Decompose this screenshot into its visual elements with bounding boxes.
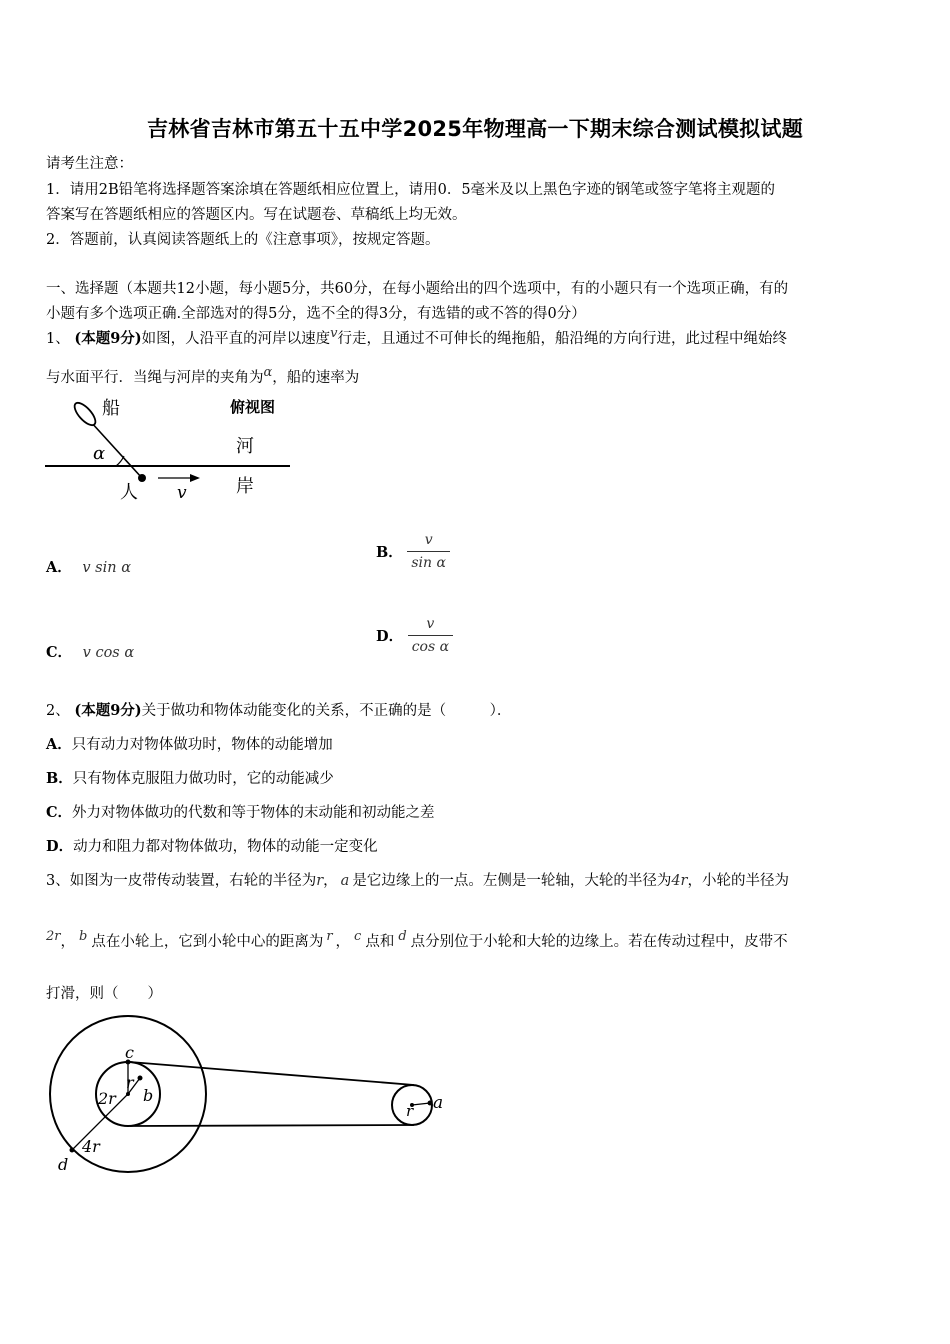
- point-a: [428, 1101, 433, 1106]
- q3-text-line-2: 2r， b 点在小轮上，它到小轮中心的距离为 r ， c 点和 d 点分别位于小轮和大轮的边缘上。若在传动过程中，皮带不: [46, 929, 788, 950]
- q1-option-a: A． v sin α: [46, 559, 131, 576]
- label-small-r: r: [126, 1073, 134, 1092]
- section-heading-line-2: 小题有多个选项正确.全部选对的得5分，选不全的得3分，有选错的或不答的得0分）: [46, 306, 586, 322]
- q1-number: 1、: [46, 331, 70, 347]
- q3-figure: [40, 1010, 460, 1180]
- q1-var-alpha: α: [263, 365, 273, 380]
- q2-option-d: D．动力和阻力都对物体做功，物体的动能一定变化: [46, 838, 378, 855]
- q1-figure: [40, 392, 300, 507]
- q1-option-c: C． v cos α: [46, 644, 135, 661]
- person-dot: [138, 474, 146, 482]
- q2-option-b: B．只有物体克服阻力做功时，它的动能减少: [46, 770, 334, 787]
- radius-a: [412, 1103, 430, 1105]
- section-heading-line-1: 一、选择题（本题共12小题，每小题5分，共60分，在每小题给出的四个选项中，有的小题只有一个选项正确，有的: [46, 281, 789, 297]
- q3-number: 3、: [46, 873, 70, 889]
- q2-text: 2、 (本题9分)关于做功和物体动能变化的关系，不正确的是（ ）．: [46, 702, 512, 719]
- label-person: 人: [120, 482, 138, 503]
- q2-option-c: C．外力对物体做功的代数和等于物体的末动能和初动能之差: [46, 804, 435, 821]
- notice-item-2: 2．答题前，认真阅读答题纸上的《注意事项》，按规定答题。: [46, 232, 440, 248]
- q1-var-v: v: [330, 326, 338, 341]
- label-river: 河: [236, 436, 254, 457]
- label-bank: 岸: [236, 476, 254, 497]
- notice-item-1-line-2: 答案写在答题纸相应的答题区内。写在试题卷、草稿纸上均无效。: [46, 207, 467, 223]
- q2-option-a: A．只有动力对物体做功时，物体的动能增加: [46, 736, 333, 753]
- label-4r: 4r: [82, 1137, 100, 1156]
- q1-text-line-1: 1、 (本题9分)如图，人沿平直的河岸以速度v行走，且通过不可伸长的绳拖船，船沿绳的方向行进，此过程中绳始终: [46, 326, 788, 347]
- notice-heading: 请考生注意：: [46, 156, 133, 172]
- label-right-r: r: [406, 1102, 414, 1120]
- page-title: 吉林省吉林市第五十五中学2025年物理高一下期末综合测试模拟试题: [146, 117, 804, 141]
- angle-arc: [116, 456, 124, 466]
- label-v: v: [177, 483, 187, 503]
- velocity-arrowhead: [190, 474, 200, 482]
- point-d: [70, 1148, 75, 1153]
- label-a: a: [433, 1093, 444, 1113]
- q2-number: 2、: [46, 703, 70, 719]
- point-b: [138, 1076, 143, 1081]
- label-topview: 俯视图: [230, 398, 276, 416]
- center-left: [126, 1092, 130, 1096]
- label-d: d: [58, 1155, 69, 1174]
- q1-option-b: B． $\frac{v}{\text{sin α}}$: [376, 532, 450, 571]
- notice-item-1-line-1: 1．请用2B铅笔将选择题答案涂填在答题纸相应位置上，请用0．5毫米及以上黑色字迹的钢笔或签字笔将主观题的: [46, 182, 776, 198]
- belt-bottom: [130, 1125, 414, 1126]
- label-c: c: [125, 1043, 134, 1062]
- boat-shape: [71, 400, 99, 429]
- q1-score: (本题9分): [74, 330, 142, 347]
- label-b: b: [143, 1086, 154, 1105]
- q3-text-line-3: 打滑，则（ ）: [46, 986, 162, 1002]
- q3-text-line-1: 3、如图为一皮带传动装置，右轮的半径为r， a 是它边缘上的一点。左侧是一轮轴，大轮的半径为4r，小轮的半径为: [46, 873, 789, 889]
- q1-text-line-2: 与水面平行．当绳与河岸的夹角为α，船的速率为: [46, 365, 360, 386]
- label-2r: 2r: [98, 1089, 116, 1108]
- label-alpha: α: [93, 443, 106, 464]
- q1-option-d: D． $\frac{v}{\text{cos α}}$: [376, 616, 453, 655]
- label-boat: 船: [102, 398, 120, 419]
- q2-score: (本题9分): [74, 702, 142, 719]
- belt-top: [130, 1062, 414, 1085]
